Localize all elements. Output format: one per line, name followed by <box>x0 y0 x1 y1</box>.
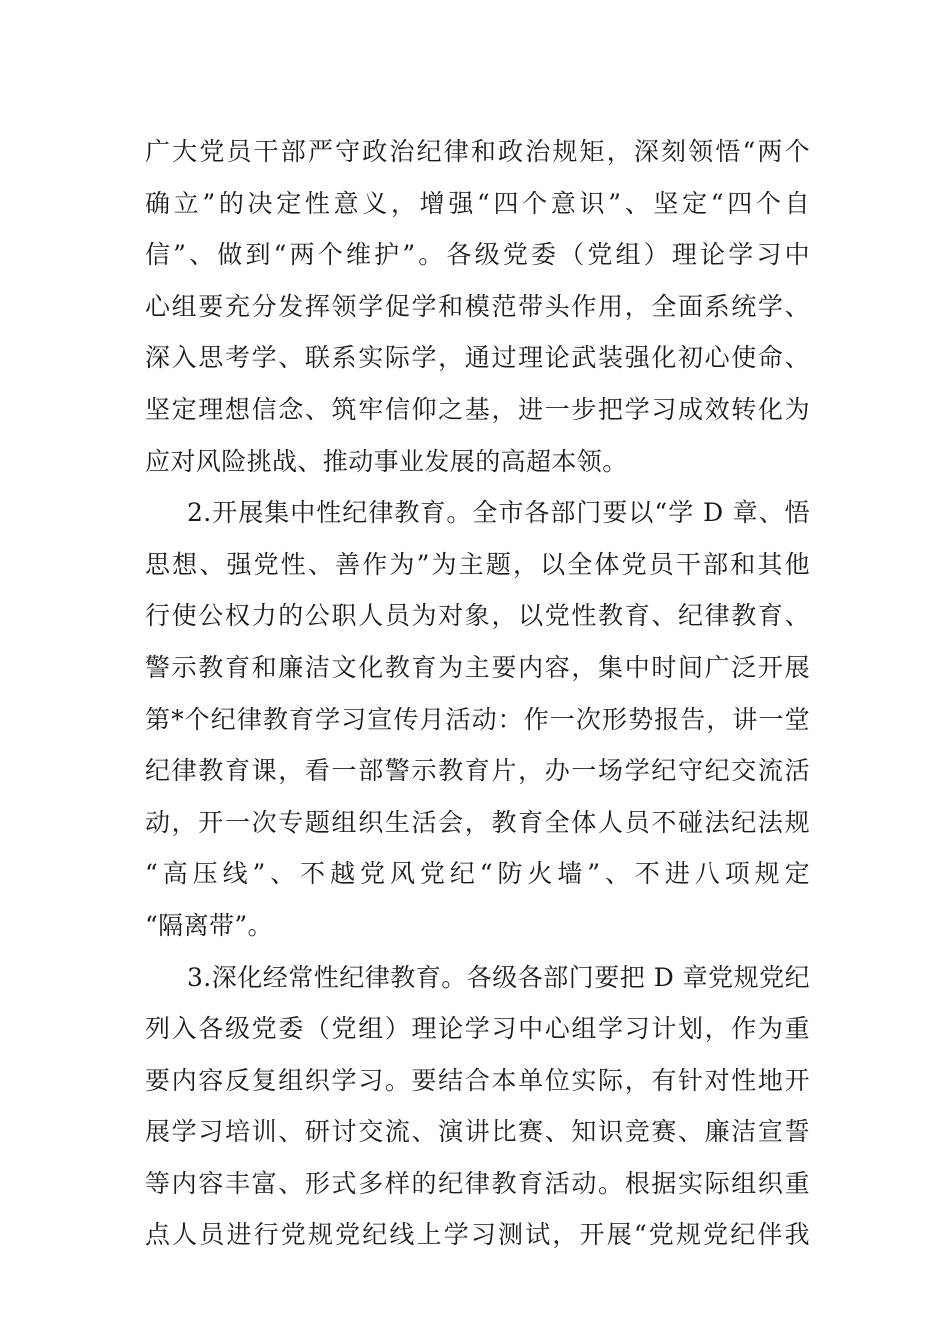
paragraph-2-line: 行使公权力的公职人员为对象，以党性教育、纪律教育、 <box>145 601 810 631</box>
paragraph-1-line: 应对风险挑战、推动事业发展的高超本领。 <box>145 446 628 476</box>
paragraph-2-line: 第*个纪律教育学习宣传月活动：作一次形势报告，讲一堂 <box>145 704 810 734</box>
paragraph-2-line: 纪律教育课，看一部警示教育片，办一场学纪守纪交流活 <box>145 756 810 786</box>
paragraph-1-line: 信”、做到“两个维护”。各级党委（党组）理论学习中 <box>145 240 810 270</box>
paragraph-2-first-line <box>145 487 810 539</box>
paragraph-1-line: 心组要充分发挥领学促学和模范带头作用，全面系统学、 <box>145 291 810 321</box>
paragraph-1 <box>145 126 810 487</box>
document-body <box>145 126 810 1261</box>
paragraph-3-line: 等内容丰富、形式多样的纪律教育活动。根据实际组织重 <box>145 1168 810 1198</box>
paragraph-2-line: “高压线”、不越党风党纪“防火墙”、不进八项规定 <box>145 859 810 889</box>
paragraph-1-line: 深入思考学、联系实际学，通过理论武装强化初心使命、 <box>145 343 810 373</box>
paragraph-3-line: 点人员进行党规党纪线上学习测试，开展“党规党纪伴我 <box>145 1220 810 1250</box>
paragraph-2-line: “隔离带”。 <box>145 910 273 940</box>
paragraph-2 <box>145 487 810 951</box>
paragraph-2-line: 思想、强党性、善作为”为主题，以全体党员干部和其他 <box>145 549 810 579</box>
paragraph-2-line: 动，开一次专题组织生活会，教育全体人员不碰法纪法规 <box>145 807 810 837</box>
paragraph-1-line: 坚定理想信念、筑牢信仰之基，进一步把学习成效转化为 <box>145 394 810 424</box>
paragraph-3-line: 列入各级党委（党组）理论学习中心组学习计划，作为重 <box>145 1014 810 1044</box>
paragraph-2-line: 警示教育和廉洁文化教育为主要内容，集中时间广泛开展 <box>145 652 810 682</box>
paragraph-3-line: 展学习培训、研讨交流、演讲比赛、知识竞赛、廉洁宣誓 <box>145 1117 810 1147</box>
paragraph-3-first-line <box>145 952 810 1004</box>
paragraph-3-line: 3.深化经常性纪律教育。各级各部门要把 D 章党规党纪 <box>187 962 810 992</box>
paragraph-2-line: 2.开展集中性纪律教育。全市各部门要以“学 D 章、悟 <box>187 498 810 528</box>
paragraph-1-line: 广大党员干部严守政治纪律和政治规矩，深刻领悟“两个 <box>145 137 810 166</box>
paragraph-1-line: 确立”的决定性意义，增强“四个意识”、坚定“四个自 <box>145 188 810 218</box>
paragraph-3-line: 要内容反复组织学习。要结合本单位实际，有针对性地开 <box>145 1065 810 1095</box>
paragraph-3 <box>145 952 810 1262</box>
